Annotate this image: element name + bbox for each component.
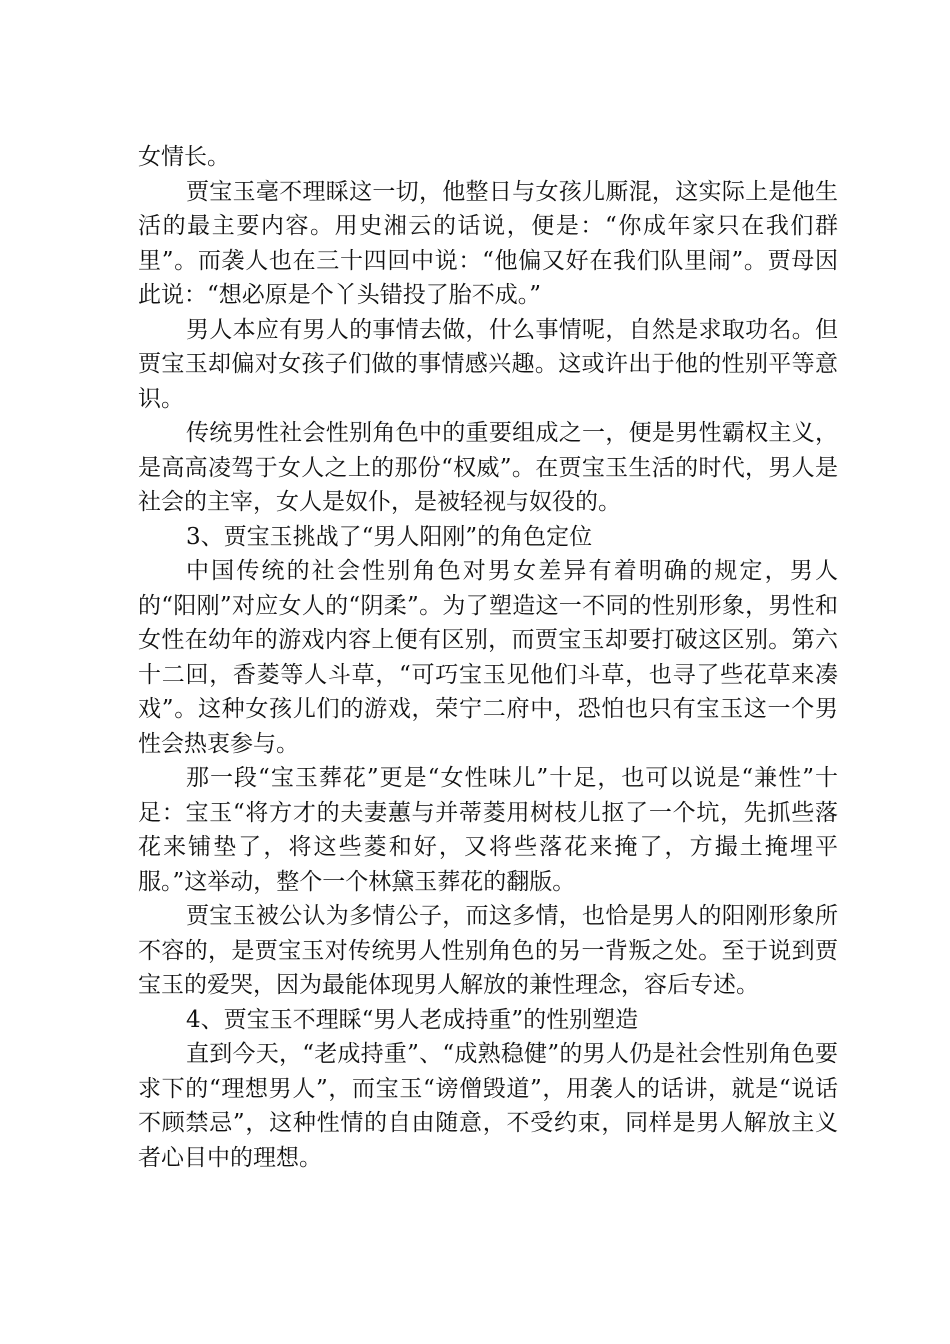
- paragraph: 中国传统的社会性别角色对男女差异有着明确的规定，男人的“阳刚”对应女人的“阴柔”。为了塑造这一不同的性别形象，男性和女性在幼年的游戏内容上便有区别，而贾宝玉却要打破这区别。第六十二回，香菱等人斗草，“可巧宝玉见他们斗草，也寻了些花草来凑戏”。这种女孩儿们的游戏，荣宁二府中，恐怕也只有宝玉这一个男性会热衷参与。: [138, 558, 838, 757]
- paragraph: 直到今天，“老成持重”、“成熟稳健”的男人仍是社会性别角色要求下的“理想男人”，而宝玉“谤僧毁道”，用袭人的话讲，就是“说话不顾禁忌”，这种性情的自由随意，不受约束，同样是男人解放主义者心目中的理想。: [138, 1041, 838, 1171]
- paragraph: 男人本应有男人的事情去做，什么事情呢，自然是求取功名。但贾宝玉却偏对女孩子们做的事情感兴趣。这或许出于他的性别平等意识。: [138, 316, 838, 412]
- section-heading: 4、贾宝玉不理睬“男人老成持重”的性别塑造: [186, 1006, 639, 1033]
- document-body: [138, 140, 838, 1175]
- paragraph: 贾宝玉被公认为多情公子，而这多情，也恰是男人的阳刚形象所不容的，是贾宝玉对传统男人性别角色的另一背叛之处。至于说到贾宝玉的爱哭，因为最能体现男人解放的兼性理念，容后专述。: [138, 903, 838, 998]
- paragraph-continuation: 女情长。: [138, 144, 230, 170]
- paragraph: 贾宝玉毫不理睬这一切，他整日与女孩儿厮混，这实际上是他生活的最主要内容。用史湘云的话说，便是：“你成年家只在我们群里”。而袭人也在三十四回中说：“他偏又好在我们队里闹”。贾母因此说：“想必原是个丫头错投了胎不成。”: [138, 178, 838, 308]
- paragraph: 传统男性社会性别角色中的重要组成之一，便是男性霸权主义，是高高凌驾于女人之上的那份“权威”。在贾宝玉生活的时代，男人是社会的主宰，女人是奴仆，是被轻视与奴役的。: [138, 420, 838, 515]
- paragraph: 那一段“宝玉葬花”更是“女性味儿”十足，也可以说是“兼性”十足：宝玉“将方才的夫妻蕙与并蒂菱用树枝儿抠了一个坑，先抓些落花来铺垫了，将这些菱和好，又将些落花来掩了，方撮土掩埋平服。”这举动，整个一个林黛玉葬花的翻版。: [138, 765, 838, 895]
- section-heading: 3、贾宝玉挑战了“男人阳刚”的角色定位: [186, 523, 593, 550]
